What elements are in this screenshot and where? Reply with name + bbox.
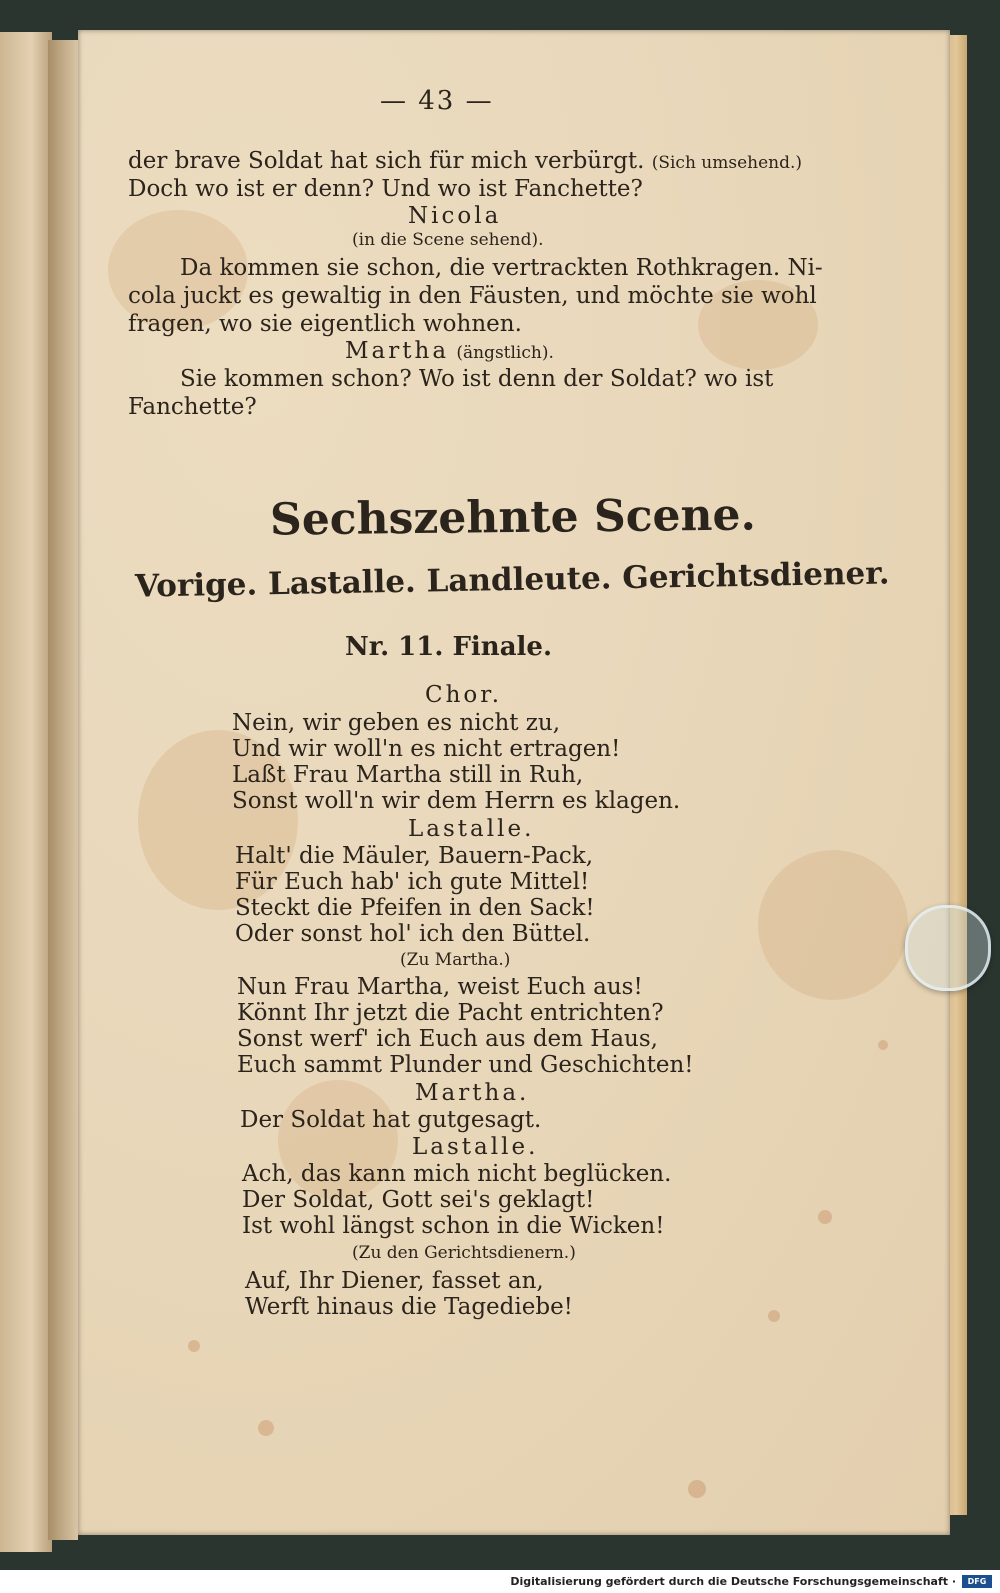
dialogue-line: Sie kommen schon? Wo ist denn der Soldat? wo ist	[180, 366, 774, 392]
stage-direction: (Zu Martha.)	[400, 950, 511, 970]
speaker-name: Nicola	[408, 203, 502, 229]
verse-line: Sonst werf' ich Euch aus dem Haus,	[237, 1026, 658, 1052]
page-number: — 43 —	[380, 86, 494, 116]
stage-direction: (ängstlich).	[456, 343, 554, 363]
dialogue-line	[128, 148, 802, 174]
page-clip	[905, 905, 991, 991]
verse-line: Auf, Ihr Diener, fasset an,	[245, 1268, 544, 1294]
verse-line: Halt' die Mäuler, Bauern-Pack,	[235, 843, 594, 869]
speaker-name: Chor.	[425, 682, 503, 708]
dialogue-line: Fanchette?	[128, 394, 257, 420]
musical-number: Nr. 11. Finale.	[345, 632, 553, 662]
speaker-name: Martha	[345, 338, 450, 364]
verse-line: Nein, wir geben es nicht zu,	[232, 710, 561, 736]
left-page-edge	[0, 32, 52, 1552]
dialogue-line: fragen, wo sie eigentlich wohnen.	[128, 311, 522, 337]
verse-line: Laßt Frau Martha still in Ruh,	[232, 762, 584, 788]
dialogue-line: Da kommen sie schon, die vertrackten Rothkragen. Ni-	[180, 255, 823, 281]
verse-line: Oder sonst hol' ich den Büttel.	[235, 921, 591, 947]
stage-direction: (Sich umsehend.)	[651, 153, 803, 173]
verse-line: Sonst woll'n wir dem Herrn es klagen.	[232, 788, 681, 814]
verse-line: Ist wohl längst schon in die Wicken!	[242, 1213, 665, 1239]
verse-line: Der Soldat, Gott sei's geklagt!	[242, 1187, 595, 1213]
scene-title: Sechszehnte Scene.	[269, 489, 757, 546]
verse-line: Ach, das kann mich nicht beglücken.	[242, 1161, 672, 1187]
digitization-footer	[0, 1570, 1000, 1593]
stage-direction: (in die Scene sehend).	[352, 230, 544, 250]
verse-line: Nun Frau Martha, weist Euch aus!	[237, 974, 643, 1000]
scene-cast: Vorige. Lastalle. Landleute. Gerichtsdiener.	[134, 555, 890, 605]
verse-line: Euch sammt Plunder und Geschichten!	[237, 1052, 694, 1078]
speaker-name: Martha.	[415, 1080, 530, 1106]
dfg-logo: DFG	[962, 1575, 992, 1588]
verse-line: Für Euch hab' ich gute Mittel!	[235, 869, 590, 895]
verse-line: Werft hinaus die Tagediebe!	[245, 1294, 573, 1320]
verse-line: Und wir woll'n es nicht ertragen!	[232, 736, 621, 762]
funding-credit: Digitalisierung gefördert durch die Deutsche Forschungsgemeinschaft ·	[510, 1575, 956, 1588]
verse-line: Steckt die Pfeifen in den Sack!	[235, 895, 595, 921]
speaker-name: Lastalle.	[412, 1134, 539, 1160]
dialogue-line: cola juckt es gewaltig in den Fäusten, und möchte sie wohl	[128, 283, 817, 309]
book-gutter	[48, 40, 78, 1540]
verse-line: Könnt Ihr jetzt die Pacht entrichten?	[237, 1000, 664, 1026]
dialogue-line: Doch wo ist er denn? Und wo ist Fanchette?	[128, 176, 643, 202]
stage-direction: (Zu den Gerichtsdienern.)	[352, 1243, 576, 1263]
verse-line: Der Soldat hat gutgesagt.	[240, 1107, 542, 1133]
speaker-line	[345, 338, 554, 364]
dialogue-text: der brave Soldat hat sich für mich verbürgt.	[128, 148, 645, 174]
speaker-name: Lastalle.	[408, 816, 535, 842]
